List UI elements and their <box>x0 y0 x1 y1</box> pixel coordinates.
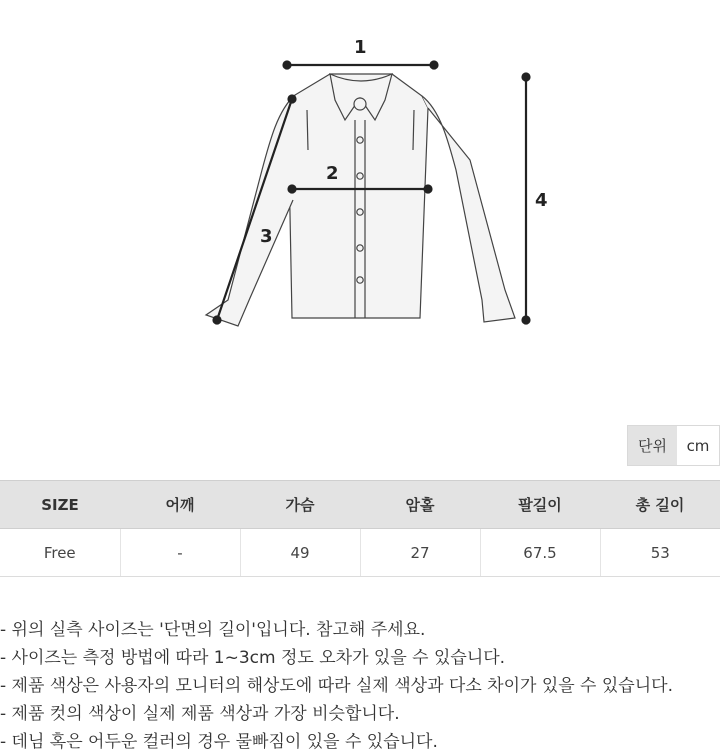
shirt-right-sleeve <box>422 96 515 322</box>
cell-total-length: 53 <box>600 529 720 577</box>
shirt-body <box>288 74 428 318</box>
size-table-header-row <box>0 481 720 529</box>
notes-list <box>0 616 720 756</box>
unit-value: cm <box>677 426 719 465</box>
note-item: - 제품 컷의 색상이 실제 제품 색상과 가장 비슷합니다. <box>0 704 400 724</box>
measure-label-3: 3 <box>260 226 273 247</box>
header-armhole: 암홀 <box>360 481 480 529</box>
size-table <box>0 480 720 577</box>
unit-indicator <box>627 425 720 466</box>
measure-label-2: 2 <box>326 163 339 184</box>
cell-chest: 49 <box>240 529 360 577</box>
note-item: - 데님 혹은 어두운 컬러의 경우 물빠짐이 있을 수 있습니다. <box>0 732 438 752</box>
unit-label: 단위 <box>628 426 677 465</box>
cell-shoulder: - <box>120 529 240 577</box>
header-chest: 가슴 <box>240 481 360 529</box>
header-size: SIZE <box>0 481 120 529</box>
note-item: - 사이즈는 측정 방법에 따라 1~3cm 정도 오차가 있을 수 있습니다. <box>0 648 506 668</box>
cell-size: Free <box>0 529 120 577</box>
header-shoulder: 어깨 <box>120 481 240 529</box>
table-row <box>0 529 720 577</box>
header-total-length: 총 길이 <box>600 481 720 529</box>
cell-armhole: 27 <box>360 529 480 577</box>
note-item: - 제품 색상은 사용자의 모니터의 해상도에 따라 실제 색상과 다소 차이가 있을 수 있습니다. <box>0 676 673 696</box>
measure-label-1: 1 <box>354 37 367 58</box>
shirt-illustration <box>206 74 515 326</box>
cell-sleeve-length: 67.5 <box>480 529 600 577</box>
measure-label-4: 4 <box>535 190 548 211</box>
note-item: - 위의 실측 사이즈는 '단면의 길이'입니다. 참고해 주세요. <box>0 620 426 640</box>
header-sleeve-length: 팔길이 <box>480 481 600 529</box>
